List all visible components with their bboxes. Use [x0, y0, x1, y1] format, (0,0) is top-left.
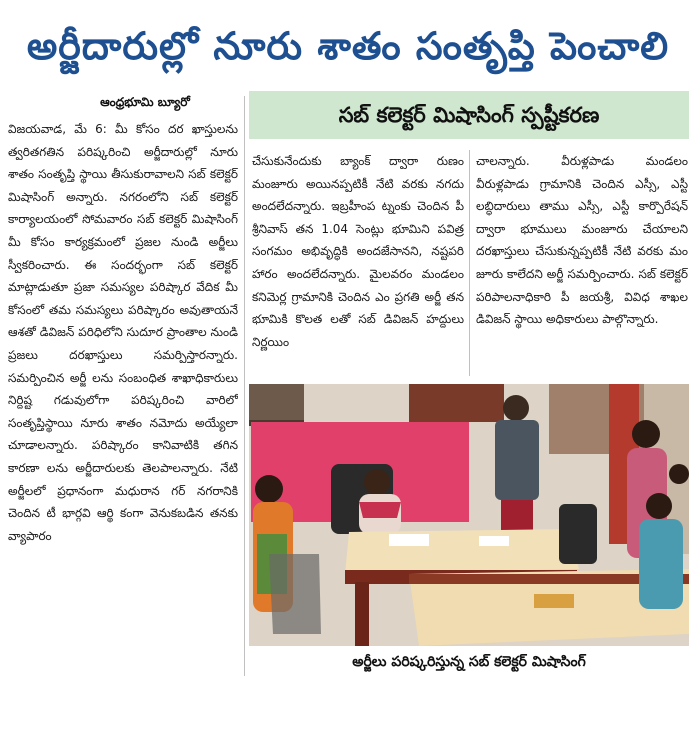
article-text: విజయవాడ, మే 6: మీ కోసం దర ఖాస్తులను త్వరితగతిన పరిష్కరించి అర్జీదారుల్లో నూరు శాతం సంతృప్తి స్థాయి తీసుకురావాలని సబ్ కలెక్టర్ మిషాసింగ్ అన్నారు. నగరంలోని సబ్ కలెక్టర్ కార్యాలయంలో సోమవారం సబ్ కలెక్టర్ మిషాసింగ్ మీ కోసం కార్యక్రమంలో ప్రజల నుండి అర్జీలు స్వీకరించారు. ఈ సందర్భంగా సబ్ కలెక్టర్ మాట్లాడుతూ ప్రజా సమస్యల పరిష్కార వేదిక మీ కోసంలో తమ సమస్యలు పరిష్కారం అవుతాయనే ఆశతో డివిజన్ పరిధిలోని సుదూర ప్రాంతాల నుండి ప్రజలు దరఖాస్తులు సమర్పిస్తారన్నారు. సమర్పించిన అర్జీ లను సంబంధిత శాఖాధికారులు నిర్దిష్ట గడువులోగా పరిష్కరించి వారిలో సంతృప్తిస్థాయి నూరు శాతం నమోదు అయ్యేలా చూడాలన్నారు. పరిష్కారం కానివాటికి తగిన కారణా లను అర్జీదారులకు తెలపాలన్నారు. నేటి అర్జీలలో ప్రధానంగా మధురాన గర్ నగరానికి చెందిన టీ భార్గవి ఆర్థి కంగా వెనుకబడిన తనకు వ్యాపారం — [8, 122, 238, 543]
photo-caption: అర్జీలు పరిష్కరిస్తున్న సబ్ కలెక్టర్ మిషాసింగ్ — [352, 654, 586, 670]
column-divider — [244, 96, 245, 676]
subheadline: సబ్ కలెక్టర్ మిషాసింగ్ స్పష్టీకరణ — [249, 91, 689, 139]
article-column-1 — [8, 118, 238, 678]
article-text: చేసుకునేందుకు బ్యాంక్ ద్వారా రుణం మంజూరు అయినప్పటికీ నేటి వరకు నగదు అందలేదన్నారు. ఇబ్రహీంప ట్నంకు చెందిన పీ శ్రీనివాస్ తన 1.04 సెంట్లు భూమిని పవిత్ర సంగమం అభివృద్ధికి అందజేసానని, నష్టపరి హారం అందలేదన్నారు. మైలవరం మండలం కనిమెర్ల గ్రామానికి చెందిన ఎం ప్రగతి అర్జీ తన భూమికి కొలత లతో సబ్ డివిజన్ హద్దులు నిర్ణయిం — [252, 154, 464, 349]
byline: ఆంధ్రభూమి బ్యూరో — [100, 95, 190, 109]
office-scene-illustration — [249, 384, 689, 646]
article-column-2 — [252, 150, 464, 376]
news-photo — [249, 384, 689, 646]
article-text: చాలన్నారు. వీరుళ్లపాడు మండలం వీరుళ్లపాడు గ్రామానికి చెందిన ఎస్సీ, ఎస్టీ లబ్ధిదారులు తాము ఎస్సీ, ఎస్టీ కార్పొరేషన్ ద్వారా భూములు మంజూరు చేయాలని దరఖాస్తులు చేసుకున్నప్పటికీ నేటి వరకు మం జూరు కాలేదని అర్జీ సమర్పించారు. సబ్ కలెక్టర్ పరిపాలనాధికారి పీ జయశ్రీ, వివిధ శాఖల డివిజన్ స్థాయి అధికారులు పాల్గొన్నారు. — [476, 154, 688, 327]
article-column-3 — [476, 150, 688, 376]
column-divider — [469, 150, 470, 376]
headline: అర్జీదారుల్లో నూరు శాతం సంతృప్తి పెంచాలి — [26, 24, 670, 68]
